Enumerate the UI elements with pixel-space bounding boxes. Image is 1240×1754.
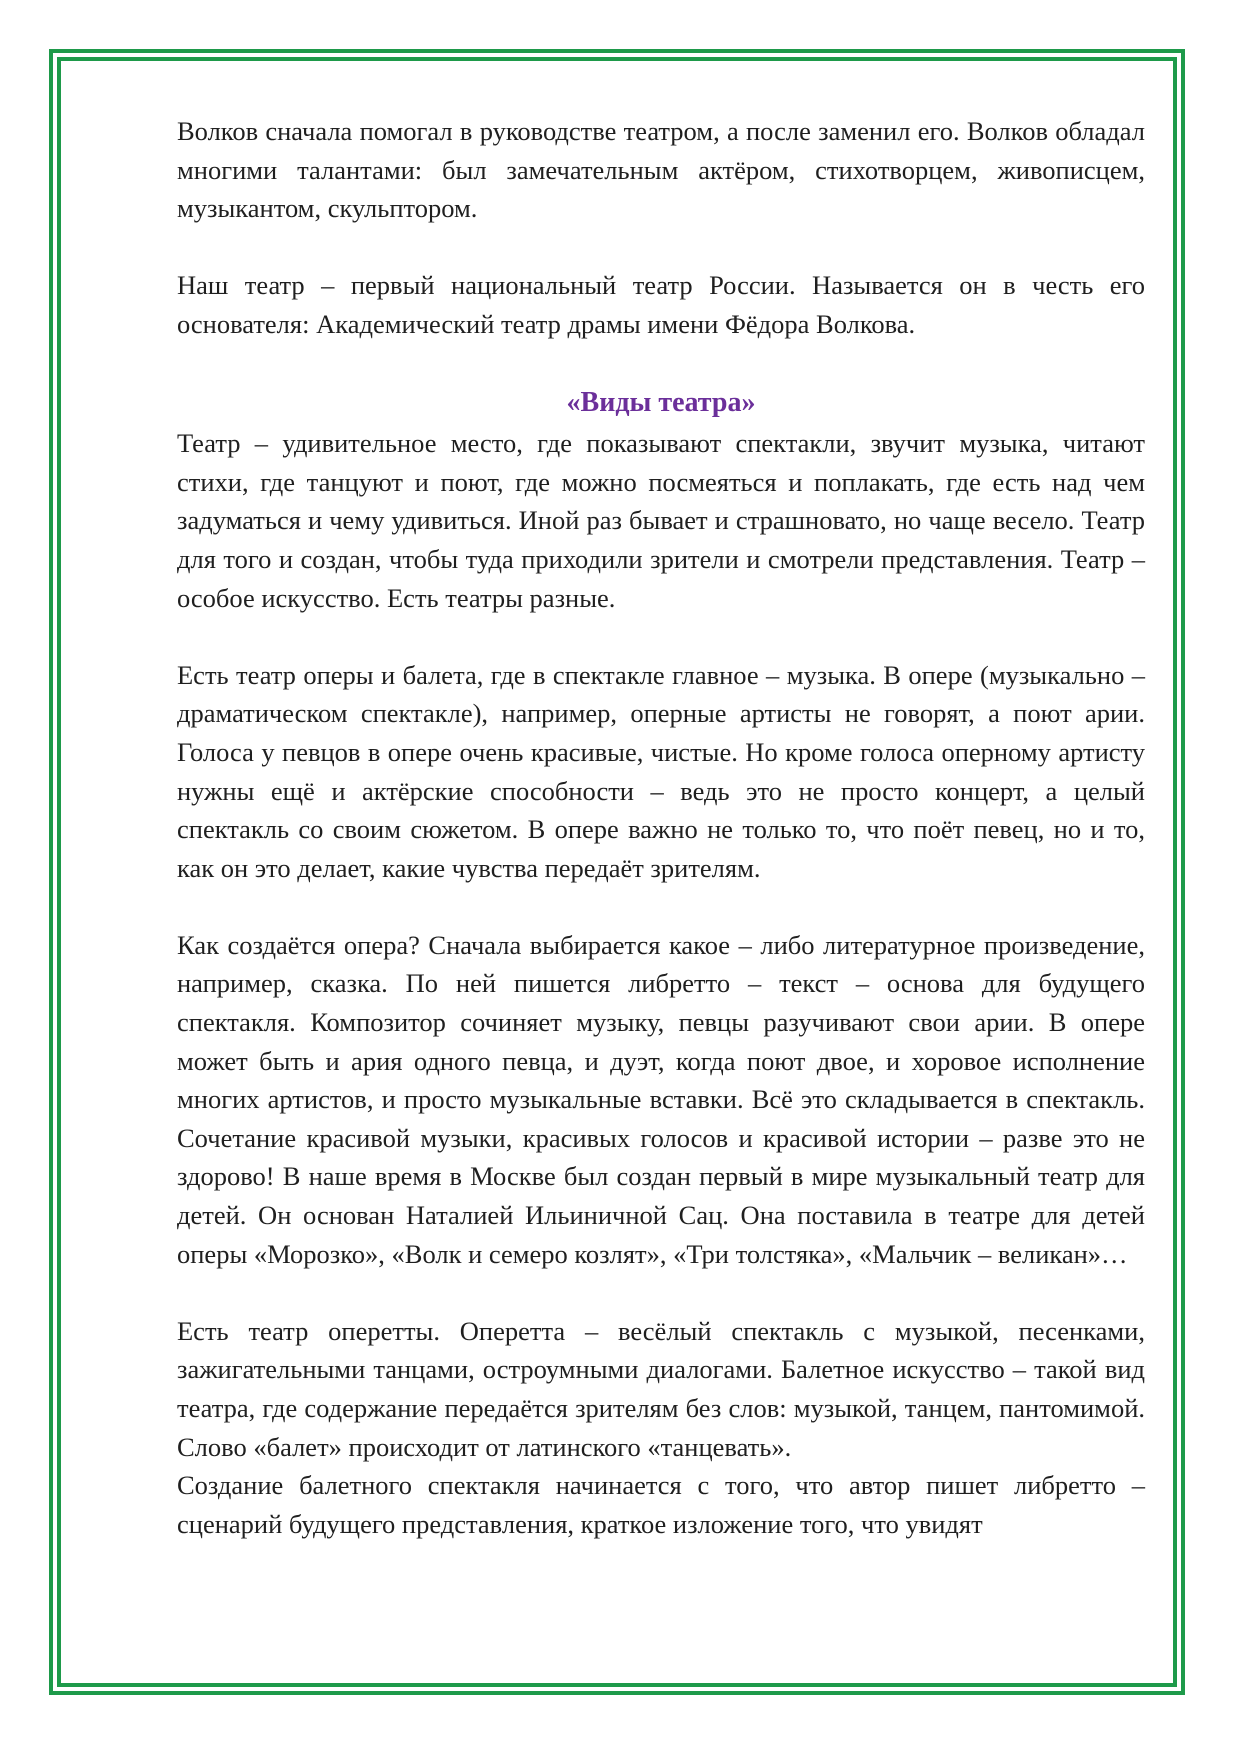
paragraph-spacer — [177, 228, 1145, 267]
paragraph-spacer — [177, 344, 1145, 383]
paragraph-first-national-theatre: Наш театр – первый национальный театр России. Называется он в честь его основателя: Академический театр драмы имени Фёдора Волкова. — [177, 270, 1145, 339]
paragraph-volkov-talents: Волков сначала помогал в руководстве театром, а после заменил его. Волков обладал многими талантами: был замечательным актёром, стихотворцем, живописцем, музыкантом, скульптором. — [177, 116, 1145, 224]
section-heading: «Виды театра» — [566, 387, 756, 419]
document-body — [177, 112, 1145, 1543]
paragraph-ballet-creation: Создание балетного спектакля начинается с того, что автор пишет либретто – сценарий будущего представления, краткое изложение того, что увидят — [177, 1470, 1145, 1539]
paragraph-spacer — [177, 617, 1145, 656]
paragraph-theatre-intro: Театр – удивительное место, где показывают спектакли, звучит музыка, читают стихи, где танцуют и поют, где можно посмеяться и поплакать, где есть над чем задуматься и чему удивиться. Иной раз бывает и страшновато, но чаще весело. Театр для того и создан, чтобы туда приходили зрители и смотрели представления. Театр – особое искусство. Есть театры разные. — [177, 428, 1145, 613]
paragraph-operetta: Есть театр оперетты. Оперетта – весёлый спектакль с музыкой, песенками, зажигательными танцами, остроумными диалогами. Балетное искусство – такой вид театра, где содержание передаётся зрителям без слов: музыкой, танцем, пантомимой. Слово «балет» происходит от латинского «танцевать». — [177, 1315, 1145, 1462]
paragraph-spacer — [177, 1273, 1145, 1312]
paragraph-opera-ballet: Есть театр оперы и балета, где в спектакле главное – музыка. В опере (музыкально – драматическом спектакле), например, оперные артисты не говорят, а поют арии. Голоса у певцов в опере очень красивые, чистые. Но кроме голоса оперному артисту нужны ещё и актёрские способности – ведь это не просто концерт, а целый спектакль со своим сюжетом. В опере важно не только то, что поёт певец, но и то, как он это делает, какие чувства передаёт зрителям. — [177, 659, 1145, 883]
paragraph-spacer — [177, 887, 1145, 926]
paragraph-opera-creation: Как создаётся опера? Сначала выбирается какое – либо литературное произведение, например, сказка. По ней пишется либретто – текст – основа для будущего спектакля. Композитор сочиняет музыку, певцы разучивают свои арии. В опере может быть и ария одного певца, и дуэт, когда поют двое, и хоровое исполнение многих артистов, и просто музыкальные вставки. Всё это складывается в спектакль. Сочетание красивой музыки, красивых голосов и красивой истории – разве это не здорово! В наше время в Москве был создан первый в мире музыкальный театр для детей. Он основан Наталией Ильиничной Сац. Она поставила в театре для детей оперы «Морозко», «Волк и семеро козлят», «Три толстяка», «Мальчик – великан»… — [177, 929, 1145, 1269]
